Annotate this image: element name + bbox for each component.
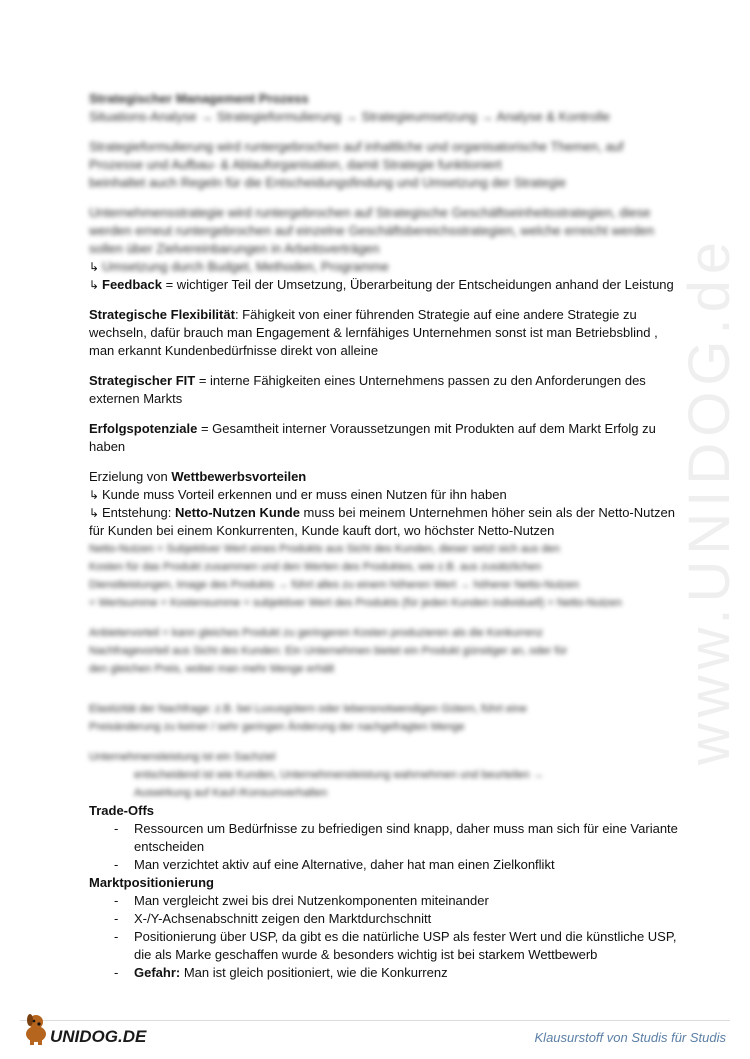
blurred-line: Preisänderung zu keiner / sehr geringen Änderung der nachgefragten Menge <box>89 721 465 733</box>
blurred-line: Unternehmensleistung ist ein Sachziel <box>89 751 276 763</box>
arrow-icon: ↳ <box>89 278 100 292</box>
blurred-line: Dienstleistungen, Image des Produkts → führt alles zu einem höheren Wert → höherer Netto-Nutzen <box>89 579 580 591</box>
dog-logo-icon <box>22 1008 162 1048</box>
blurred-umsetzung-line <box>89 258 664 276</box>
blurred-line: Prozesse und Aufbau- & Ablauforganisation, damit Strategie funktioniert <box>89 157 502 172</box>
positioning-section <box>89 874 677 982</box>
advantages-bullet-text: für Kunden bei einem Konkurrenten, Kunde kauft dort, wo höchster Netto-Nutzen <box>89 523 555 538</box>
advantages-bullet-label: Entstehung: <box>102 505 175 520</box>
flexibility-paragraph <box>89 306 664 360</box>
blurred-line: werden erneut runtergebrochen auf einzelne Geschäftsbereichsstrategien, welche erreicht werden <box>89 223 655 238</box>
danger-term: Gefahr: <box>134 965 181 980</box>
blurred-line: sollen über Zielvereinbarungen in Arbeitsverträgen <box>89 241 380 256</box>
tradeoffs-heading: Trade-Offs <box>89 803 155 818</box>
fit-text: externen Markts <box>89 391 183 406</box>
fit-text: = interne Fähigkeiten eines Unternehmens passen zu den Anforderungen des <box>195 373 646 388</box>
blurred-line: Strategieformulierung wird runtergebrochen auf inhaltliche und organisatorische Themen, auf <box>89 139 624 154</box>
dash-bullet: - <box>114 821 119 836</box>
list-item <box>89 892 664 910</box>
list-item <box>89 820 678 856</box>
list-item <box>89 964 664 982</box>
list-item-text: Man verzichtet aktiv auf eine Alternative, daher hat man einen Zielkonflikt <box>134 857 555 872</box>
blurred-line: Netto-Nutzen = Subjektiver Wert eines Produkts aus Sicht des Kunden, dieser setzt sich aus den <box>89 543 560 555</box>
feedback-text: = wichtiger Teil der Umsetzung, Überarbeitung der Entscheidungen anhand der Leistung <box>161 277 674 292</box>
blurred-line: Anbietervorteil = kann gleiches Produkt zu geringeren Kosten produzieren als die Konkurrenz <box>89 627 544 639</box>
blurred-line: Kosten für das Produkt zusammen und den Werten des Produktes, wie z.B. aus zusätzlichen <box>89 561 542 573</box>
arrow-icon: ↳ <box>89 488 100 502</box>
blurred-line: Elastizität der Nachfrage: z.B. bei Luxusgütern oder lebensnotwendigen Gütern, führt eine <box>89 703 527 715</box>
potentials-paragraph <box>89 420 664 456</box>
blurred-line: Nachfragevorteil aus Sicht des Kunden: Ein Unternehmen bietet ein Produkt günstiger an, oder für <box>89 645 568 657</box>
netto-nutzen-term: Netto-Nutzen Kunde <box>175 505 300 520</box>
arrow-icon: ↳ <box>89 260 100 274</box>
blurred-line: Auswirkung auf Kauf-/Konsumverhalten <box>134 787 328 799</box>
blurred-line: = Wertsumme = Kostensumme = subjektiver Wert des Produkts (für jeden Kunden individuell) = Netto-Nutzen <box>89 597 622 609</box>
dash-bullet: - <box>114 893 119 908</box>
positioning-heading: Marktpositionierung <box>89 875 214 890</box>
advantages-bullet <box>89 504 675 522</box>
positioning-list <box>89 892 677 982</box>
feedback-line <box>89 276 674 294</box>
list-item-text: Man ist gleich positioniert, wie die Konkurrenz <box>180 965 448 980</box>
dash-bullet: - <box>114 929 119 944</box>
list-item-text: Man vergleicht zwei bis drei Nutzenkomponenten miteinander <box>134 893 489 908</box>
potentials-term: Erfolgspotenziale <box>89 421 198 436</box>
list-item <box>89 910 664 928</box>
flexibility-text: wechseln, dafür brauch man Engagement & lernfähiges Unternehmen sonst ist man Betriebsblind , <box>89 325 658 340</box>
watermark-text: www.UNIDOG.de <box>677 235 743 765</box>
tradeoffs-section <box>89 802 678 874</box>
advantages-section <box>89 468 675 540</box>
list-item-text: entscheiden <box>134 839 205 854</box>
blurred-process: Situations-Analyse → Strategieformulierung → Strategieumsetzung → Analyse & Kontrolle <box>89 109 610 124</box>
blurred-line: Unternehmensstrategie wird runtergebrochen auf Strategische Geschäftseinheitsstrategien, diese <box>89 205 651 220</box>
list-item-text: Positionierung über USP, da gibt es die natürliche USP als fester Wert und die künstliche USP, <box>134 929 677 944</box>
tradeoffs-list <box>89 820 678 874</box>
advantages-bullet-text: muss bei meinem Unternehmen höher sein als der Netto-Nutzen <box>299 505 675 520</box>
advantages-bullet <box>89 486 664 504</box>
flexibility-text: : Fähigkeit von einer führenden Strategie auf eine andere Strategie zu <box>234 307 637 322</box>
footer-slogan: Klausurstoff von Studis für Studis <box>534 1030 726 1045</box>
list-item-text: X-/Y-Achsenabschnitt zeigen den Marktdurchschnitt <box>134 911 432 926</box>
advantages-bullet-text: Kunde muss Vorteil erkennen und er muss einen Nutzen für ihn haben <box>102 487 507 502</box>
dash-bullet: - <box>114 965 119 980</box>
list-item-text: Ressourcen um Bedürfnisse zu befriedigen sind knapp, daher muss man sich für eine Variante <box>134 821 678 836</box>
blurred-line: entscheidend ist wie Kunden, Unternehmensleistung wahrnehmen und beurteilen → <box>134 769 544 781</box>
list-item <box>89 928 677 964</box>
fit-paragraph <box>89 372 664 408</box>
list-item <box>89 856 664 874</box>
blurred-line: beinhaltet auch Regeln für die Entscheidungsfindung und Umsetzung der Strategie <box>89 175 566 190</box>
feedback-term: Feedback <box>102 277 162 292</box>
flexibility-term: Strategische Flexibilität <box>89 307 235 322</box>
blurred-line: den gleichen Preis, wobei man mehr Menge erhält <box>89 663 335 675</box>
arrow-icon: ↳ <box>89 506 100 520</box>
advantages-intro: Erzielung von <box>89 469 172 484</box>
blurred-heading: Strategischer Management Prozess <box>89 91 309 106</box>
dash-bullet: - <box>114 857 119 872</box>
blurred-middle-section <box>89 540 664 802</box>
flexibility-text: man erkannt Kundenbedürfnisse direkt von alleine <box>89 343 379 358</box>
svg-text:UNIDOG.DE: UNIDOG.DE <box>50 1027 147 1046</box>
document-content <box>89 90 678 982</box>
blurred-line: Umsetzung durch Budget, Methoden, Programme <box>102 259 389 274</box>
potentials-text: = Gesamtheit interner Voraussetzungen mit Produkten auf dem Markt Erfolg zu <box>197 421 656 436</box>
blurred-top-section <box>89 90 664 258</box>
list-item-text: die als Marke geschaffen wurde & besonders wichtig ist bei starkem Wettbewerb <box>134 947 598 962</box>
fit-term: Strategischer FIT <box>89 373 196 388</box>
potentials-text: haben <box>89 439 126 454</box>
unidog-logo[interactable] <box>22 1008 162 1048</box>
advantages-term: Wettbewerbsvorteilen <box>171 469 307 484</box>
dash-bullet: - <box>114 911 119 926</box>
